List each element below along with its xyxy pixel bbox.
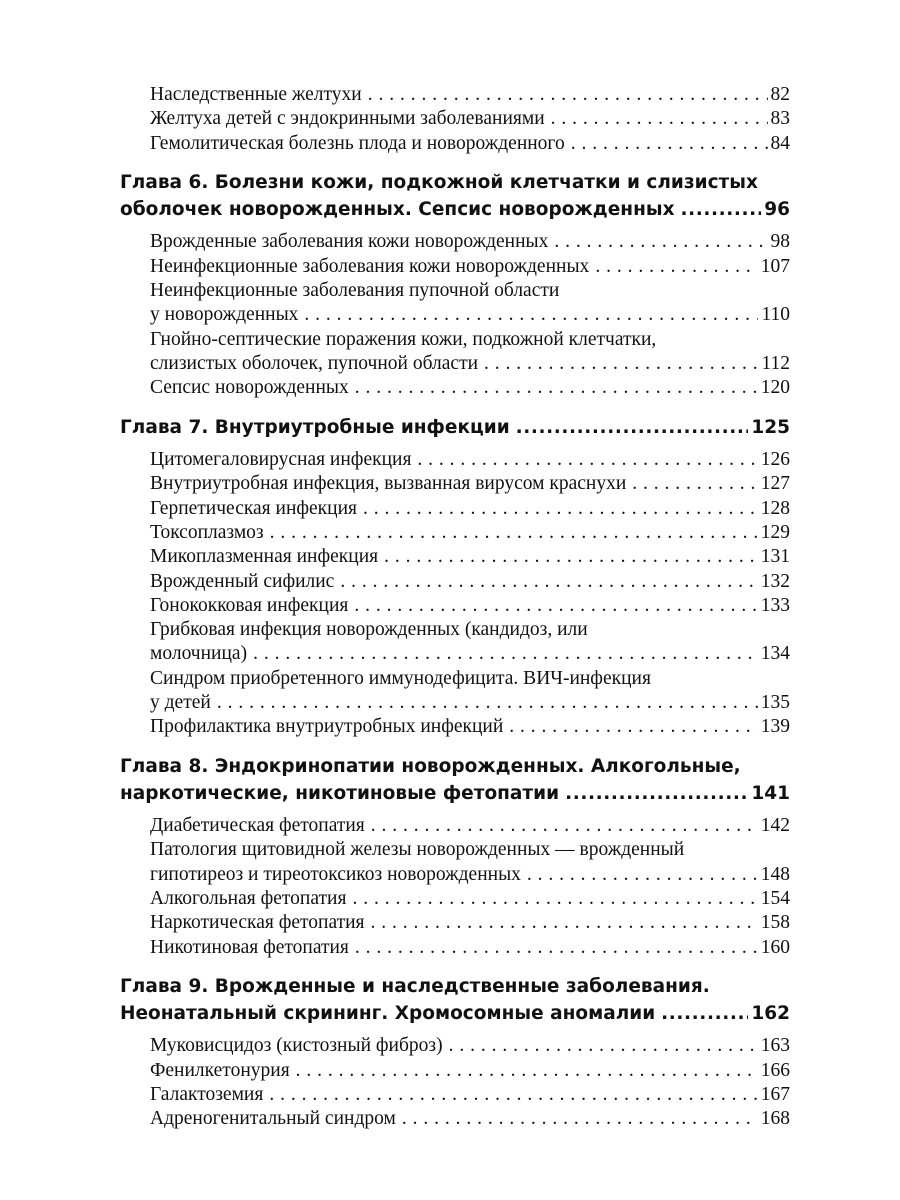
page-number: 134 [760, 643, 790, 665]
toc-entry-line [150, 230, 790, 254]
chapter-heading-line [120, 781, 790, 807]
page-number: 132 [760, 570, 790, 592]
entry-title: гипотиреоз и тиреотоксикоз новорожденных [150, 863, 521, 885]
entry-title: Синдром приобретенного иммунодефицита. ВИЧ-инфекция [150, 667, 651, 689]
entry-title: Наркотическая фетопатия [150, 912, 365, 934]
dot-leader [264, 521, 758, 545]
dot-leader [559, 781, 748, 807]
page-number: 129 [760, 521, 790, 543]
dot-leader [478, 352, 758, 376]
dot-leader [565, 132, 768, 156]
entry-title: слизистых оболочек, пупочной области [150, 352, 479, 374]
dot-leader [521, 863, 758, 887]
entry-title: Гнойно-септические поражения кожи, подкожной клетчатки, [150, 328, 657, 350]
toc-entry-line [150, 887, 790, 911]
dot-leader [655, 1001, 748, 1027]
page-number: 82 [770, 84, 790, 105]
chapter-heading-line [120, 754, 790, 780]
page-number: 139 [760, 716, 790, 738]
chapter-title: Неонатальный скрининг. Хромосомные аномалии [120, 1003, 656, 1025]
dot-leader [263, 1083, 757, 1107]
page-number: 84 [770, 132, 790, 154]
toc-entry-line [150, 715, 790, 739]
page-number: 120 [760, 377, 790, 399]
chapter-title: Глава 7. Внутриутробные инфекции [120, 417, 510, 438]
dot-leader [548, 230, 767, 254]
page-number: 148 [760, 863, 790, 885]
entry-title: Наследственные желтухи [150, 84, 362, 105]
toc-entry-line [150, 863, 790, 887]
dot-leader [503, 715, 757, 739]
chapter-title: Глава 9. Врожденные и наследственные заболевания. [120, 976, 710, 998]
dot-leader [365, 814, 758, 838]
entry-title: у новорожденных [150, 304, 299, 326]
dot-leader [334, 570, 757, 594]
page-number: 135 [760, 692, 790, 713]
page-number: 160 [760, 936, 790, 958]
entry-title: Диабетическая фетопатия [150, 815, 365, 837]
entry-title: Гемолитическая болезнь плода и новорожденного [150, 132, 565, 154]
toc-entry-line [150, 1059, 790, 1083]
entry-title: Врожденный сифилис [150, 570, 335, 592]
toc-entry-line [150, 132, 790, 156]
toc-entry-line [150, 521, 790, 545]
entry-title: Патология щитовидной железы новорожденных — врожденный [150, 839, 685, 861]
page-number: 141 [751, 783, 790, 805]
page-number: 128 [760, 497, 790, 519]
entry-title: Адреногенитальный синдром [150, 1108, 396, 1130]
entry-title: Сепсис новорожденных [150, 377, 349, 399]
dot-leader [348, 594, 757, 618]
dot-leader [365, 911, 758, 935]
entry-title: Гонококковая инфекция [150, 594, 349, 616]
dot-leader [545, 107, 768, 131]
dot-leader [378, 545, 758, 569]
entry-title: Токсоплазмоз [150, 521, 264, 543]
toc-entry-line [150, 352, 790, 376]
page-number: 167 [760, 1084, 790, 1105]
chapter-heading-line [120, 974, 790, 1000]
entry-title: Микоплазменная инфекция [150, 546, 379, 568]
entry-title: Внутриутробная инфекция, вызванная вирусом краснухи [150, 473, 627, 495]
page-number: 163 [760, 1035, 790, 1057]
toc-entry-line [150, 936, 790, 960]
page-number: 168 [760, 1108, 790, 1130]
entry-title: Неинфекционные заболевания пупочной области [150, 280, 560, 301]
chapter-title: наркотические, никотиновые фетопатии [120, 783, 560, 805]
entry-title: Галактоземия [150, 1084, 264, 1105]
entry-title: Неинфекционные заболевания кожи новорожденных [150, 255, 590, 277]
toc-entry-line [150, 642, 790, 666]
dot-leader [349, 936, 758, 960]
entry-title: Муковисцидоз (кистозный фиброз) [150, 1035, 443, 1057]
page-number: 127 [760, 473, 790, 495]
toc-entry-line [150, 376, 790, 400]
entry-title: Никотиновая фетопатия [150, 936, 349, 958]
dot-leader [247, 642, 758, 666]
page-number: 126 [760, 449, 790, 470]
dot-leader [626, 472, 757, 496]
entry-title: Цитомегаловирусная инфекция [150, 449, 412, 470]
page-number: 83 [770, 108, 790, 130]
toc-entry-line [150, 303, 790, 327]
dot-leader [211, 691, 758, 715]
toc-entry-line [150, 497, 790, 521]
toc-entry-line [150, 838, 790, 862]
chapter-heading-line [120, 197, 790, 223]
page-number: 98 [770, 231, 790, 253]
dot-leader [411, 448, 757, 472]
dot-leader [290, 1059, 758, 1083]
toc-entry-line [150, 545, 790, 569]
chapter-heading-line [120, 1001, 790, 1027]
toc-entry-line [150, 1034, 790, 1058]
toc-entry-line [150, 472, 790, 496]
entry-title: Фенилкетонурия [150, 1059, 290, 1081]
toc-entry-line [150, 255, 790, 279]
dot-leader [362, 83, 768, 107]
dot-leader [298, 303, 758, 327]
dot-leader [357, 497, 758, 521]
page-number: 133 [760, 594, 790, 616]
toc-entry-line [150, 667, 790, 691]
entry-title: у детей [150, 692, 211, 713]
toc-entry-line [150, 814, 790, 838]
page-number: 162 [751, 1003, 790, 1025]
chapter-heading-line [120, 415, 790, 441]
toc-entry-line [150, 594, 790, 618]
toc-entry-line [150, 279, 790, 303]
entry-title: Грибковая инфекция новорожденных (кандидоз, или [150, 619, 588, 641]
dot-leader [349, 376, 758, 400]
page-number: 107 [760, 255, 790, 277]
dot-leader [589, 255, 757, 279]
dot-leader [346, 887, 757, 911]
chapter-heading-line [120, 170, 790, 196]
chapter-title: Глава 8. Эндокринопатии новорожденных. Алкогольные, [120, 756, 741, 778]
entry-title: Алкогольная фетопатия [150, 888, 347, 909]
toc-entry-line [150, 1083, 790, 1107]
page-number: 110 [761, 304, 790, 326]
toc-entry-line [150, 618, 790, 642]
toc-entry-line [150, 107, 790, 131]
page-number: 131 [760, 546, 790, 568]
chapter-title: Глава 6. Болезни кожи, подкожной клетчатки и слизистых [120, 172, 758, 194]
page-number: 166 [760, 1059, 790, 1081]
page-number: 158 [760, 912, 790, 934]
dot-leader [443, 1034, 758, 1058]
entry-title: Герпетическая инфекция [150, 497, 357, 519]
toc-entry-line [150, 691, 790, 715]
page-number: 154 [760, 888, 790, 909]
entry-title: молочница) [150, 643, 248, 665]
toc-entry-line [150, 570, 790, 594]
page-number: 142 [760, 815, 790, 837]
dot-leader [510, 415, 749, 441]
toc-entry-line [150, 328, 790, 352]
chapter-title: оболочек новорожденных. Сепсис новорожденных [120, 199, 675, 221]
entry-title: Желтуха детей с эндокринными заболеваниями [150, 108, 545, 130]
page-number: 96 [764, 199, 790, 221]
entry-title: Врожденные заболевания кожи новорожденных [150, 231, 549, 253]
dot-leader [675, 197, 762, 223]
page-number: 125 [751, 417, 790, 438]
toc-entry-line [150, 83, 790, 107]
toc-entry-line [150, 448, 790, 472]
entry-title: Профилактика внутриутробных инфекций [150, 716, 504, 738]
toc-entry-line [150, 1107, 790, 1131]
dot-leader [396, 1107, 758, 1131]
toc-entry-line [150, 911, 790, 935]
page-number: 112 [761, 352, 790, 374]
